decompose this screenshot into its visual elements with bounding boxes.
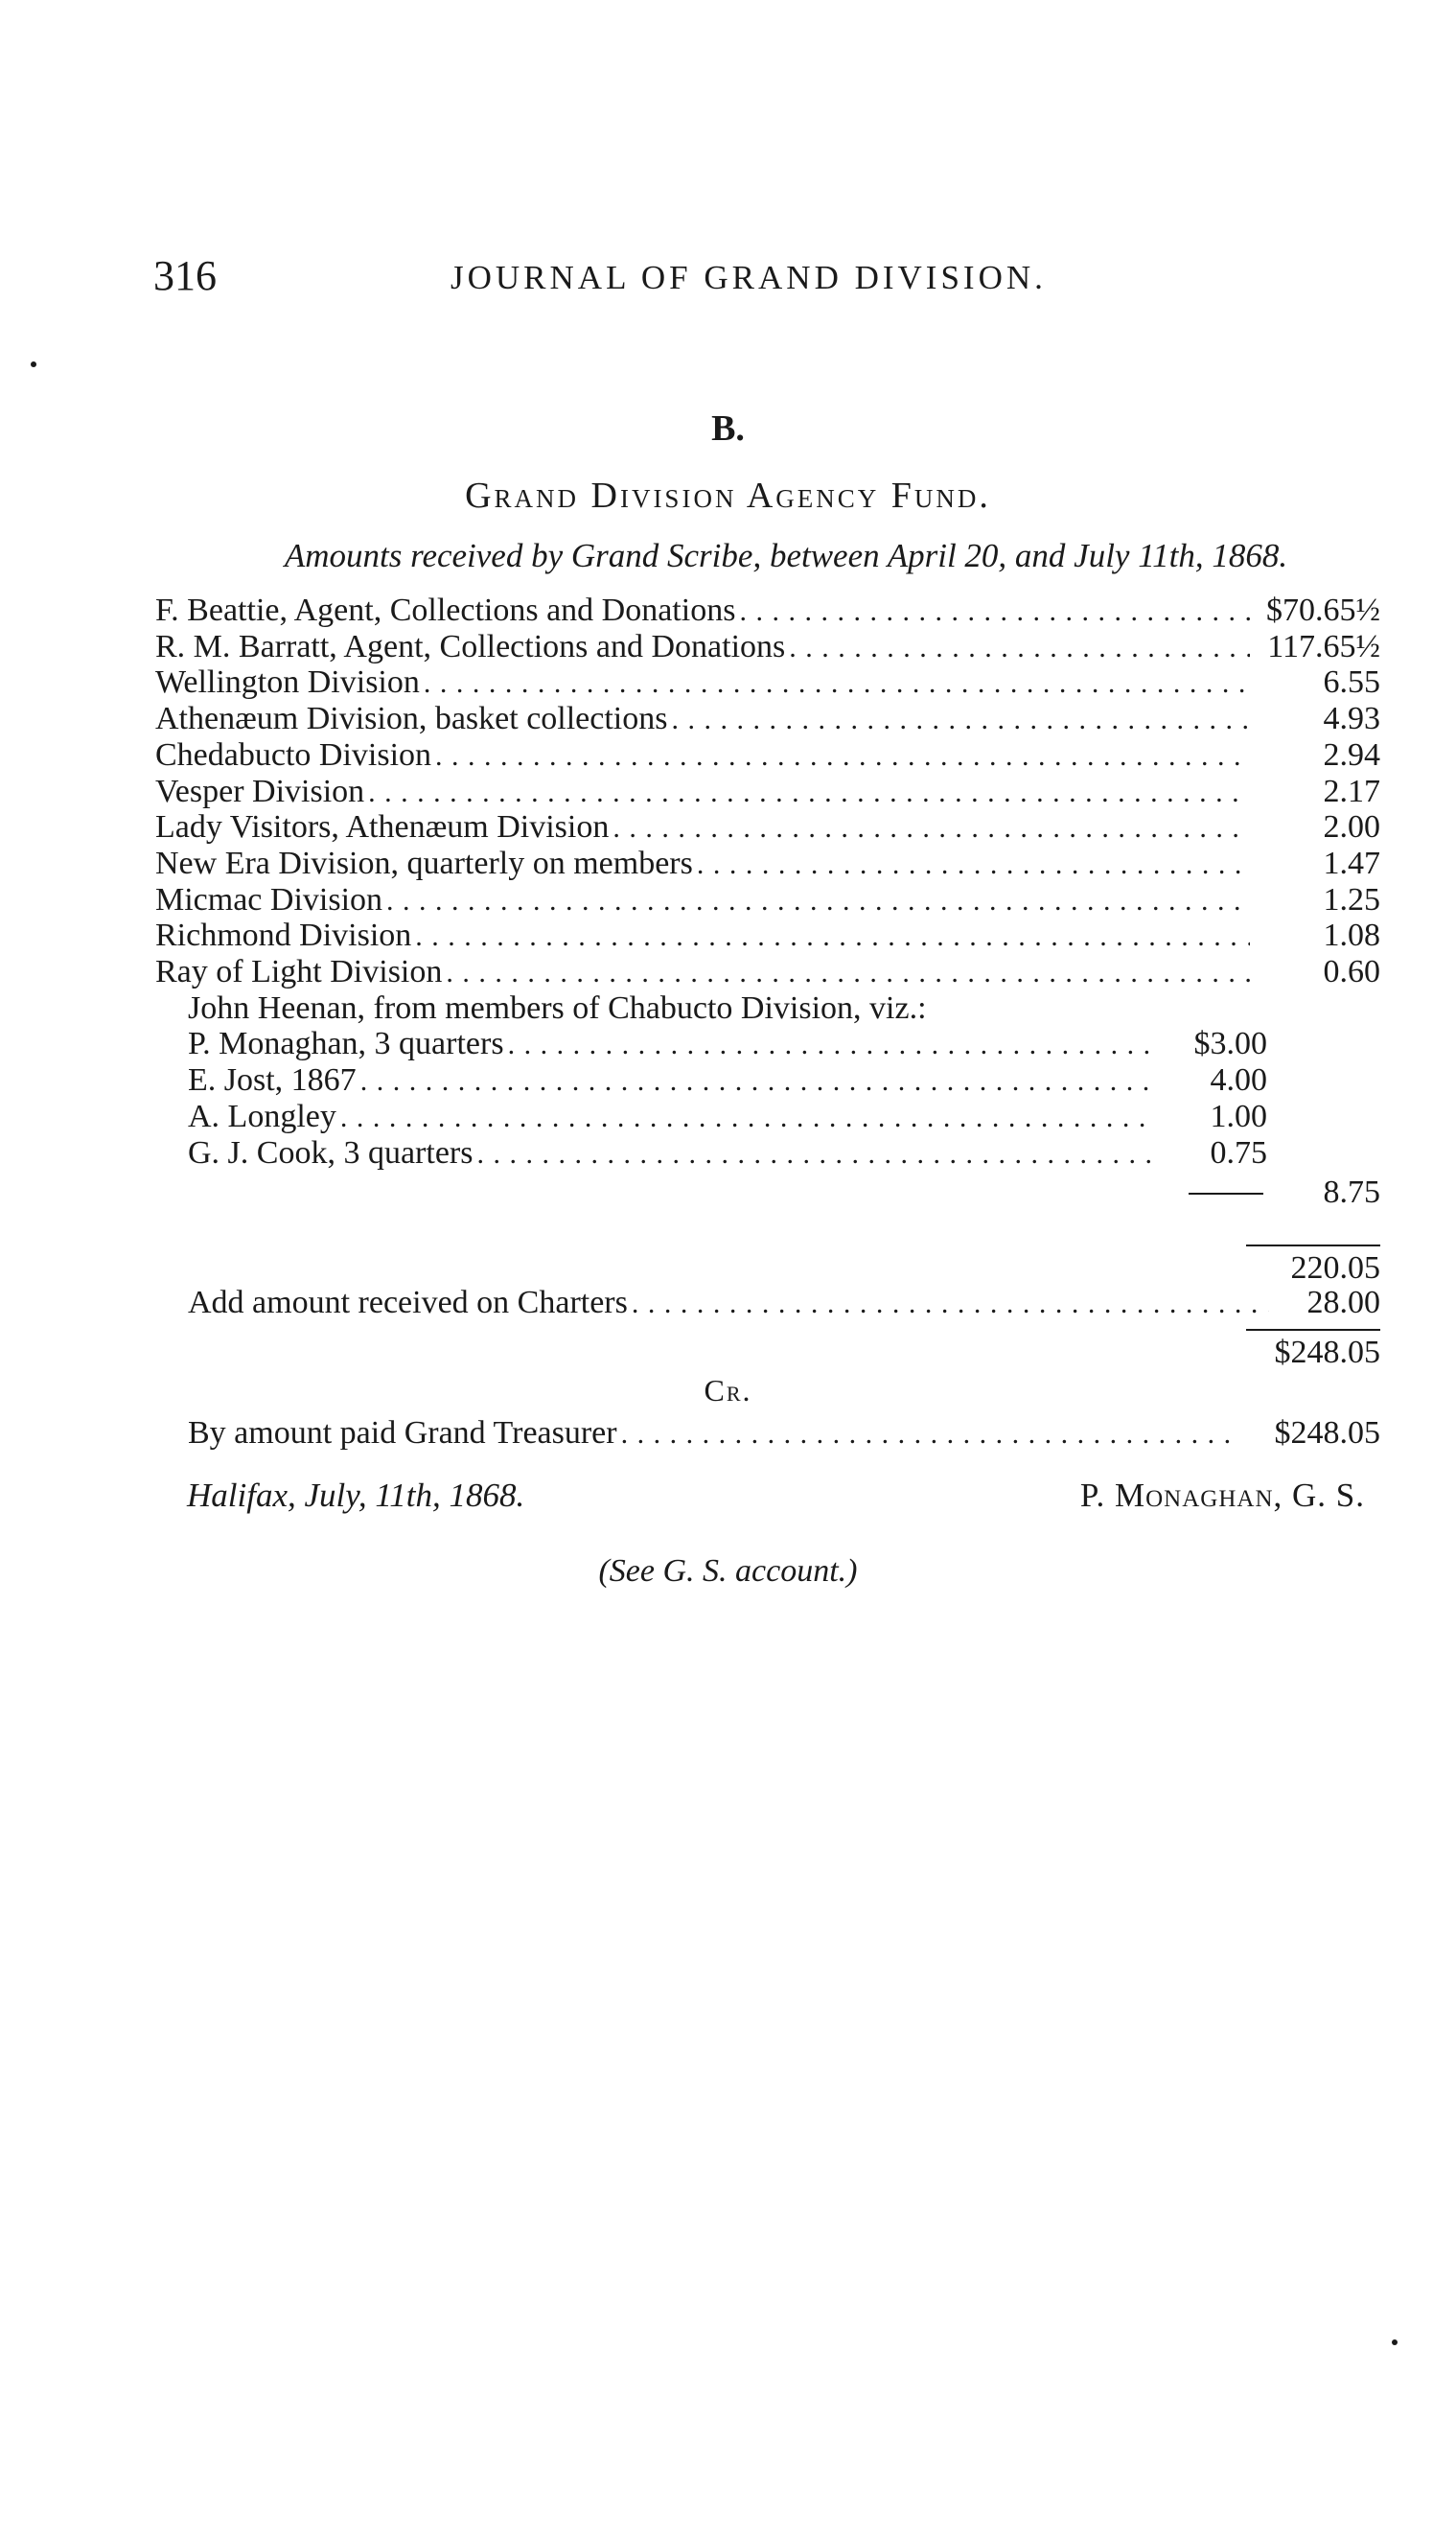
ledger-label: Add amount received on Charters [188, 1285, 628, 1320]
ledger-amount: 1.47 [1323, 846, 1380, 881]
dot-leader [340, 1099, 1156, 1135]
ledger-amount: 2.00 [1323, 809, 1380, 845]
ledger-label: Lady Visitors, Athenæum Division [155, 809, 610, 845]
ledger-label: Chedabucto Division [155, 737, 432, 773]
ledger-row [155, 701, 1380, 737]
dot-leader [739, 593, 1250, 629]
dot-leader [415, 918, 1250, 954]
dot-leader [612, 809, 1250, 846]
ledger-amount: $248.05 [1274, 1415, 1380, 1451]
section-subtitle: Amounts received by Grand Scribe, between April 20, and July 11th, 1868. [284, 537, 1288, 574]
dot-leader [435, 737, 1250, 774]
dot-leader [368, 774, 1250, 810]
dot-leader [360, 1062, 1156, 1099]
ledger-label: Wellington Division [155, 664, 420, 700]
ledger-amount: 1.08 [1323, 918, 1380, 953]
account-note: (See G. S. account.) [598, 1553, 858, 1589]
dot-leader [446, 954, 1250, 990]
dot-leader [508, 1026, 1156, 1062]
ledger-row [188, 1415, 1380, 1452]
section-letter: B. [711, 408, 745, 449]
ledger-row [155, 774, 1380, 810]
dot-leader [424, 664, 1250, 701]
ledger-amount: 6.55 [1323, 664, 1380, 700]
ledger-row [188, 1026, 1267, 1062]
dot-leader [672, 701, 1251, 737]
ledger-label: Micmac Division [155, 882, 383, 918]
ledger-row [188, 1062, 1267, 1099]
dot-leader [789, 629, 1250, 665]
page-header [153, 251, 1380, 309]
ledger-label: New Era Division, quarterly on members [155, 846, 693, 881]
ledger-amount: 28.00 [1306, 1285, 1380, 1320]
ledger-label: Vesper Division [155, 774, 365, 809]
place-date: Halifax, July, 11th, 1868. [187, 1477, 525, 1514]
ledger-row [188, 1285, 1380, 1321]
ledger-label: P. Monaghan, 3 quarters [188, 1026, 504, 1061]
dot-leader [632, 1285, 1269, 1321]
total-rule [1246, 1245, 1380, 1246]
ledger-label: Ray of Light Division [155, 954, 443, 989]
section-title: Grand Division Agency Fund. [465, 476, 991, 516]
ledger-row [155, 737, 1380, 774]
ledger-row [155, 846, 1380, 882]
page-speck [31, 361, 36, 367]
ledger-label: E. Jost, 1867 [188, 1062, 357, 1098]
ledger-label: A. Longley [188, 1099, 336, 1134]
ledger-amount: 4.00 [1210, 1062, 1267, 1098]
dot-leader [476, 1135, 1156, 1172]
ledger-row [155, 882, 1380, 919]
subtotal-amount: 8.75 [1323, 1175, 1380, 1210]
ledger-label: Richmond Division [155, 918, 412, 953]
ledger-row [155, 954, 1380, 990]
ledger-amount: 117.65½ [1267, 629, 1380, 664]
dot-leader [386, 882, 1250, 919]
grand-total: $248.05 [1274, 1335, 1380, 1370]
ledger-row [155, 664, 1380, 701]
ledger-label: F. Beattie, Agent, Collections and Donations [155, 593, 736, 628]
signature: P. Monaghan, G. S. [1079, 1477, 1365, 1514]
ledger-label: Athenæum Division, basket collections [155, 701, 668, 736]
running-total: 220.05 [1290, 1250, 1380, 1286]
ledger-amount: 1.25 [1323, 882, 1380, 918]
ledger-row [155, 593, 1380, 629]
ledger-label: R. M. Barratt, Agent, Collections and Donations [155, 629, 786, 664]
dot-leader [621, 1415, 1240, 1452]
ledger-amount: 4.93 [1323, 701, 1380, 736]
page-speck [1392, 2339, 1398, 2345]
ledger-amount: 1.00 [1210, 1099, 1267, 1134]
page-number: 316 [153, 252, 217, 299]
ledger-label: G. J. Cook, 3 quarters [188, 1135, 474, 1171]
heenan-note: John Heenan, from members of Chabucto Division, viz.: [188, 990, 927, 1026]
credit-heading: Cr. [704, 1373, 752, 1408]
ledger-row [188, 1135, 1267, 1172]
running-head: JOURNAL OF GRAND DIVISION. [451, 259, 1047, 296]
ledger-label: By amount paid Grand Treasurer [188, 1415, 617, 1451]
ledger-amount: $70.65½ [1266, 593, 1380, 628]
ledger-amount: 0.60 [1323, 954, 1380, 989]
ledger-row [155, 629, 1380, 665]
ledger-amount: 0.75 [1210, 1135, 1267, 1171]
ledger-amount: $3.00 [1193, 1026, 1267, 1061]
ledger-row [188, 1099, 1267, 1135]
ledger-row [155, 918, 1380, 954]
ledger-amount: 2.17 [1323, 774, 1380, 809]
ledger-amount: 2.94 [1323, 737, 1380, 773]
ledger-row [155, 809, 1380, 846]
total-rule [1246, 1329, 1380, 1331]
dot-leader [697, 846, 1250, 882]
subtotal-dash [1189, 1193, 1263, 1195]
